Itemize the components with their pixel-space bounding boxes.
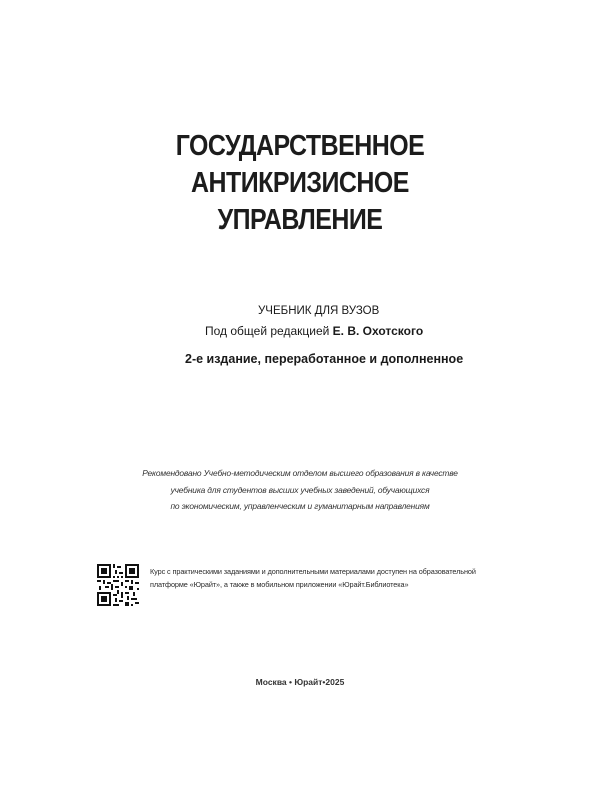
course-info-text xyxy=(150,565,476,591)
course-info-line-2: платформе «Юрайт», а также в мобильном приложении «Юрайт.Библиотека» xyxy=(150,580,409,589)
recommendation-line-2: учебника для студентов высших учебных заведений, обучающихся xyxy=(170,484,430,495)
book-title-line-1: ГОСУДАРСТВЕННОЕ xyxy=(175,130,425,162)
editor-line xyxy=(205,324,423,338)
editor-prefix: Под общей редакцией xyxy=(205,324,333,338)
course-info-line-1: Курс с практическими заданиями и дополнительными материалами доступен на образовательной xyxy=(150,567,476,576)
qr-code-icon xyxy=(97,564,139,606)
book-title-line-3: УПРАВЛЕНИЕ xyxy=(217,204,383,236)
edition-note: 2-е издание, переработанное и дополненное xyxy=(185,352,464,366)
publisher-imprint: Москва • Юрайт•2025 xyxy=(255,677,345,687)
book-title-line-2: АНТИКРИЗИСНОЕ xyxy=(191,167,409,199)
textbook-type: УЧЕБНИК ДЛЯ ВУЗОВ xyxy=(258,305,380,317)
editor-name: Е. В. Охотского xyxy=(332,324,424,338)
recommendation-line-1: Рекомендовано Учебно-методическим отделом высшего образования в качестве xyxy=(142,468,458,478)
book-title xyxy=(42,128,558,239)
recommendation-line-3: по экономическим, управленческим и гуманитарным направлениям xyxy=(170,501,430,511)
recommendation-text xyxy=(0,465,600,515)
